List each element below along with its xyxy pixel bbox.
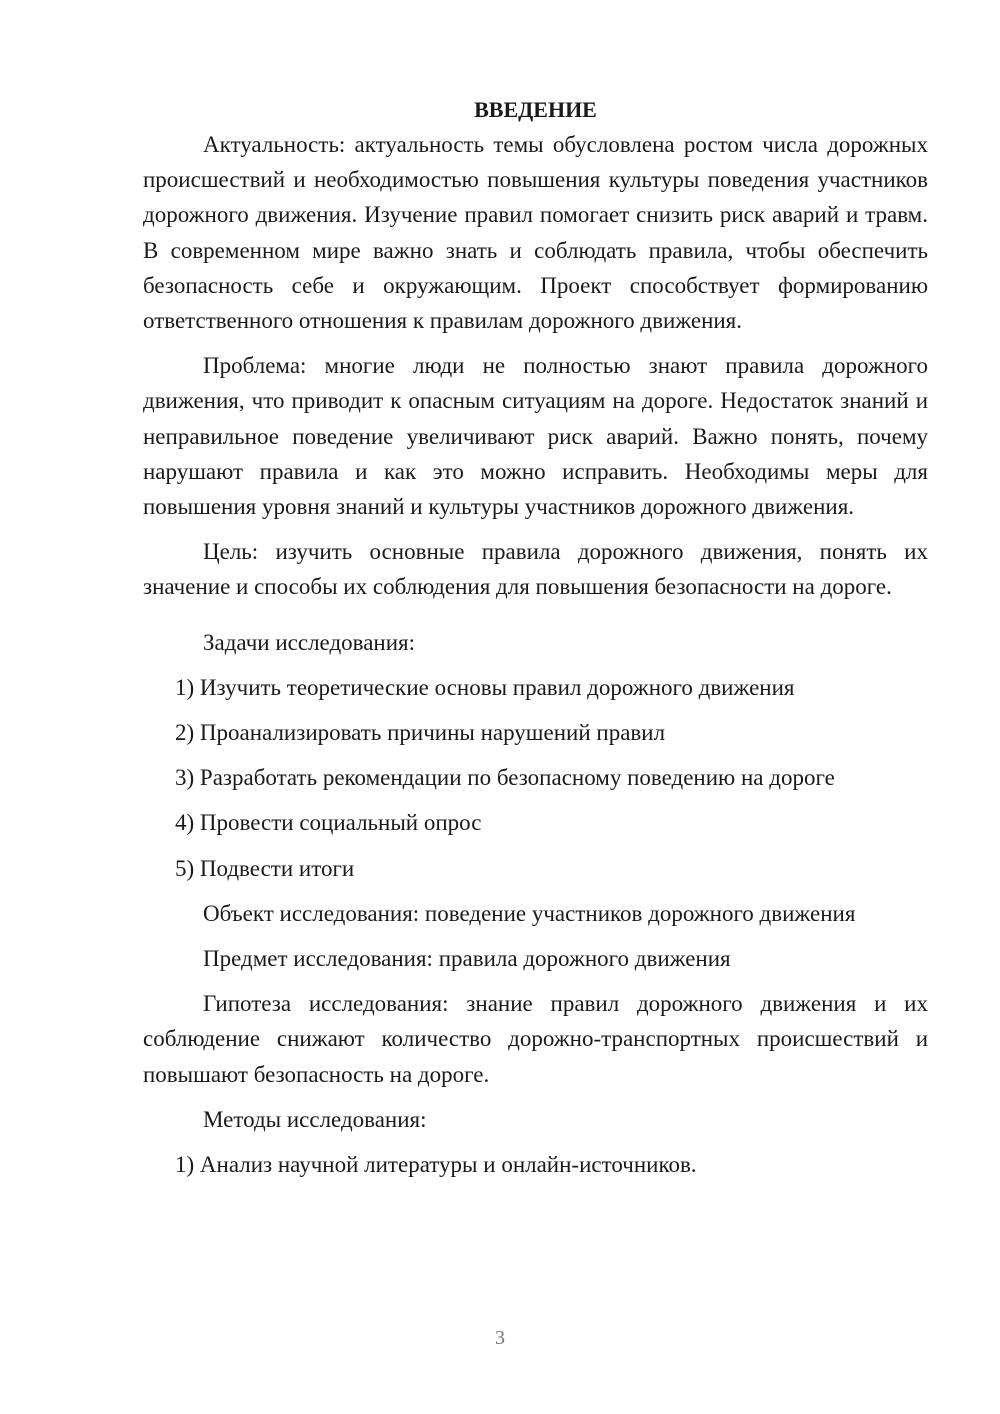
methods-heading: Методы исследования: — [203, 1106, 427, 1132]
page-number: 3 — [495, 1327, 505, 1349]
task-item: 1) Изучить теоретические основы правил дорожного движения — [175, 674, 795, 700]
task-item: 3) Разработать рекомендации по безопасному поведению на дороге — [175, 765, 835, 791]
problem-paragraph: Проблема: многие люди не полностью знают правила дорожного движения, что приводит к опасным ситуациям на дороге. Недостаток знаний и неправильное поведение увеличивают риск аварий. Важно понять, почему нарушают правила и как это можно исправить. Необходимы меры для повышения уровня знаний и культуры участников дорожного движения. — [143, 353, 928, 520]
goal-paragraph: Цель: изучить основные правила дорожного движения, понять их значение и способы их соблюдения для повышения безопасности на дороге. — [143, 539, 928, 600]
task-item: 5) Подвести итоги — [175, 855, 355, 881]
method-item: 1) Анализ научной литературы и онлайн-источников. — [175, 1152, 697, 1178]
hypothesis-paragraph: Гипотеза исследования: знание правил дорожного движения и их соблюдение снижают количество дорожно-транспортных происшествий и повышают безопасность на дороге. — [143, 991, 928, 1087]
document-page — [143, 92, 928, 1182]
subject-line: Предмет исследования: правила дорожного движения — [203, 946, 731, 972]
page-title: ВВЕДЕНИЕ — [474, 97, 597, 122]
object-line: Объект исследования: поведение участников дорожного движения — [203, 900, 856, 926]
tasks-heading: Задачи исследования: — [203, 629, 416, 655]
relevance-paragraph: Актуальность: актуальность темы обусловлена ростом числа дорожных происшествий и необходимостью повышения культуры поведения участников дорожного движения. Изучение правил помогает снизить риск аварий и травм. В современном мире важно знать и соблюдать правила, чтобы обеспечить безопасность себе и окружающим. Проект способствует формированию ответственного отношения к правилам дорожного движения. — [143, 132, 928, 334]
task-item: 4) Провести социальный опрос — [175, 810, 482, 836]
task-item: 2) Проанализировать причины нарушений правил — [175, 720, 666, 746]
